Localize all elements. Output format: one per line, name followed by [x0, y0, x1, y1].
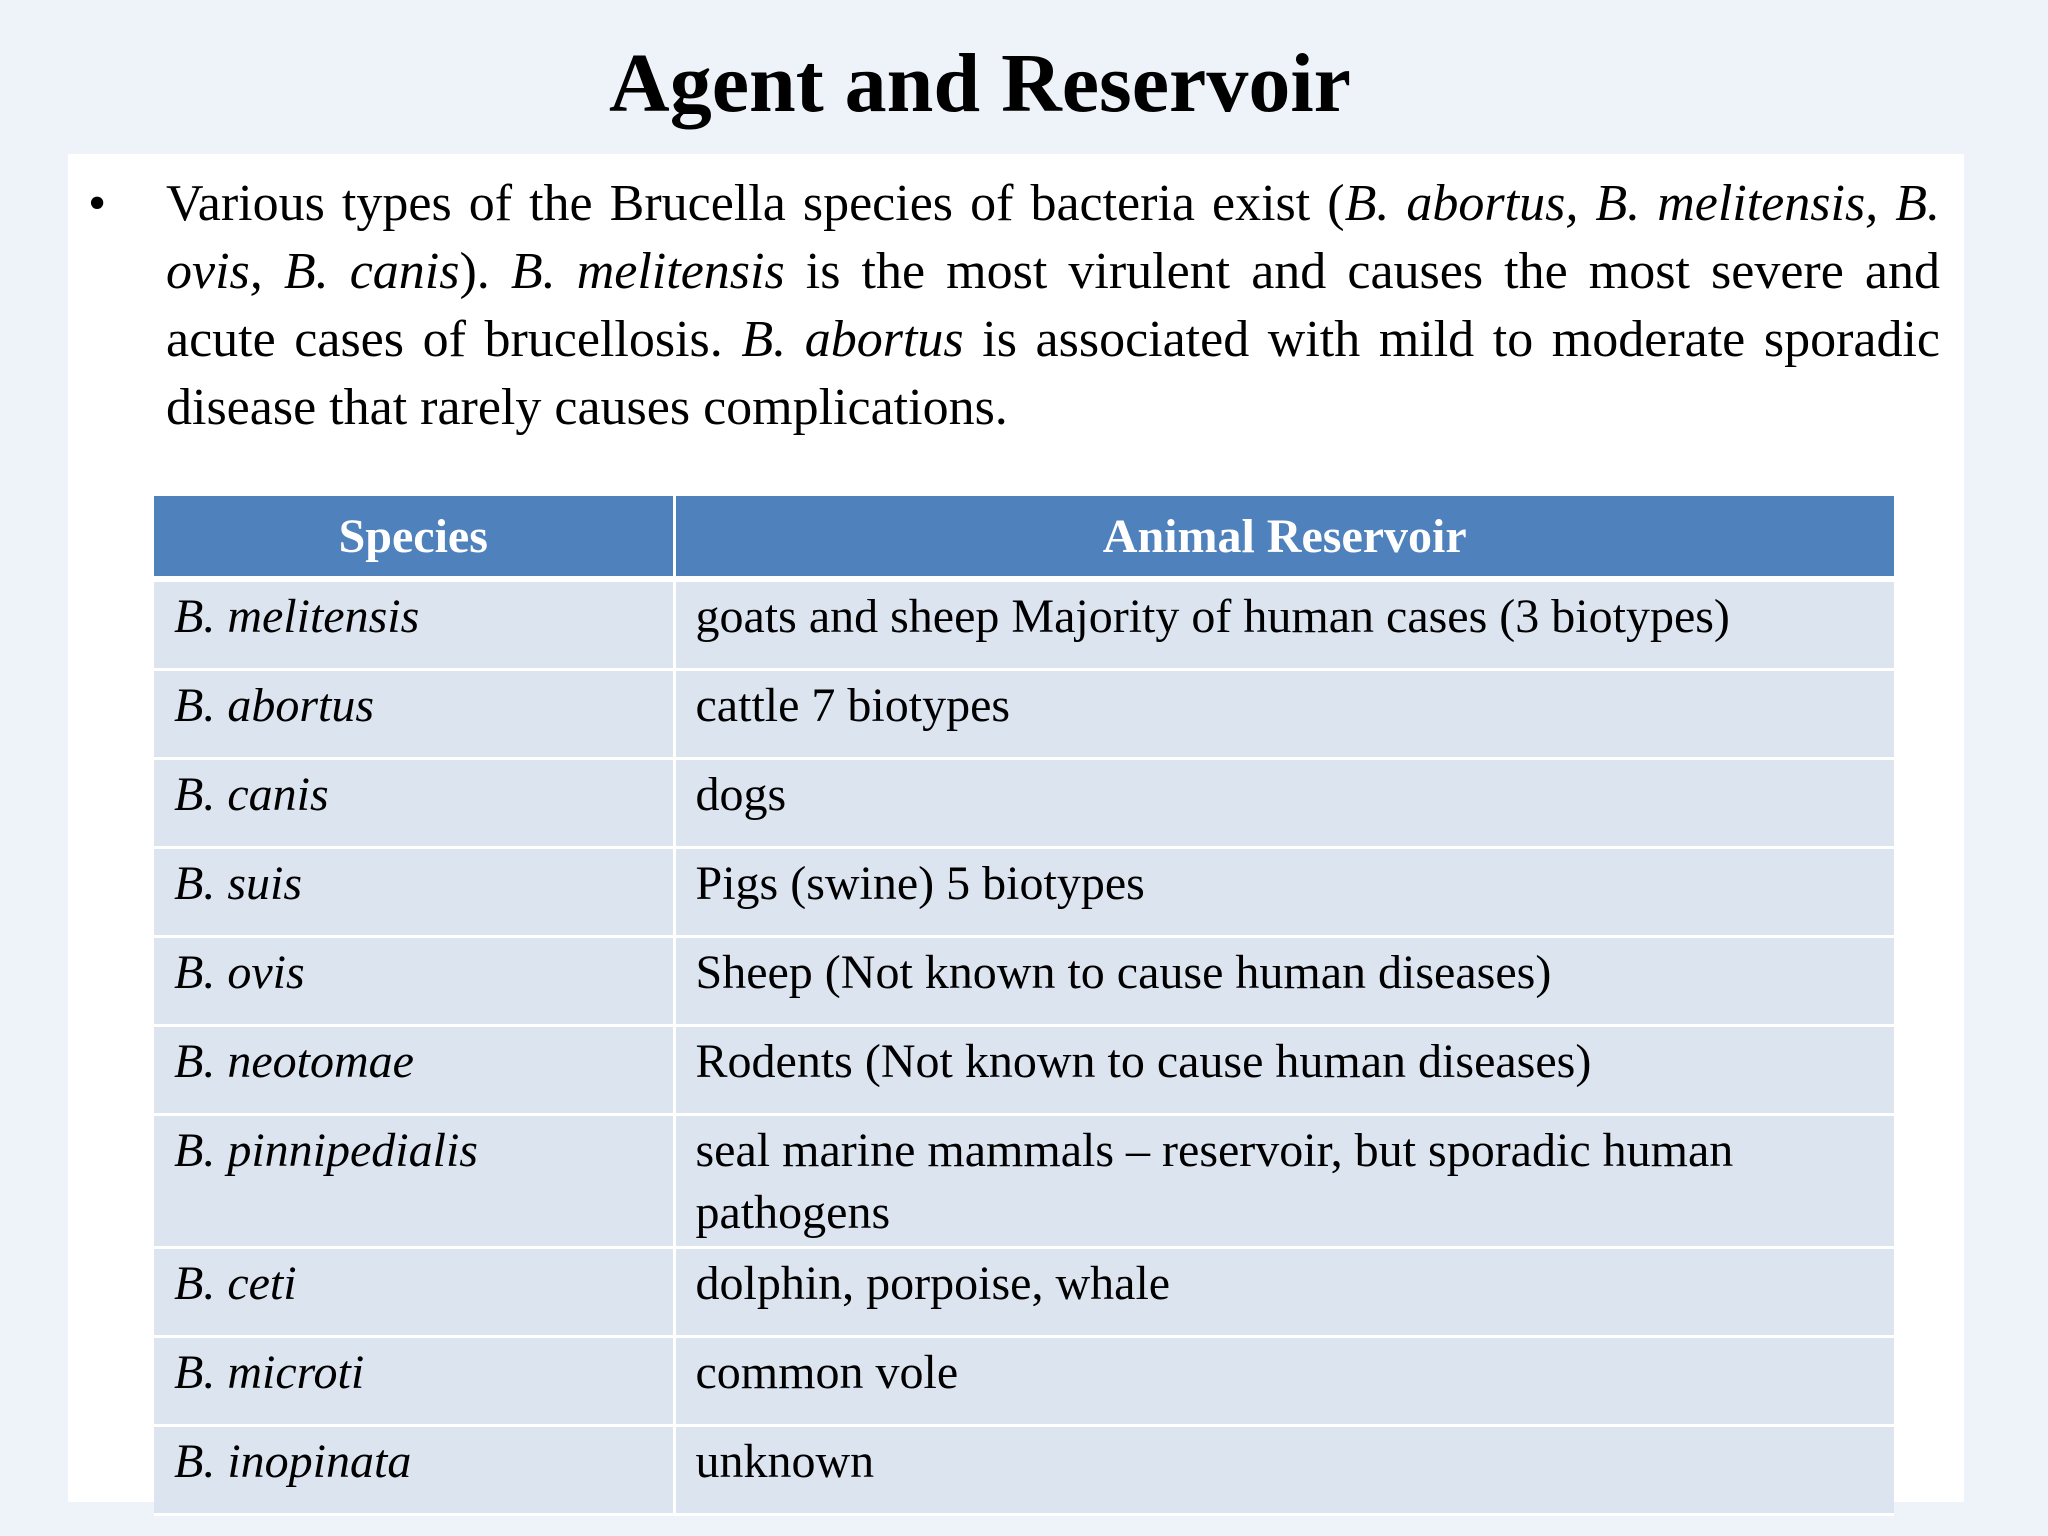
species-cell: B. suis — [154, 848, 674, 937]
table-row — [154, 670, 1894, 759]
species-cell: B. melitensis — [154, 579, 674, 670]
bullet-segment: ). — [459, 243, 511, 300]
header-animal-reservoir: Animal Reservoir — [674, 496, 1894, 579]
bullet-symbol: • — [88, 175, 107, 232]
table-row — [154, 1248, 1894, 1337]
header-species: Species — [154, 496, 674, 579]
reservoir-table — [154, 496, 1894, 1516]
table-row — [154, 1337, 1894, 1426]
table-row — [154, 1026, 1894, 1115]
bullet-segment-italic: B. abortus — [741, 311, 964, 368]
table-row — [154, 1115, 1894, 1248]
species-cell: B. canis — [154, 759, 674, 848]
table-row — [154, 1426, 1894, 1515]
table-row — [154, 848, 1894, 937]
species-cell: B. neotomae — [154, 1026, 674, 1115]
reservoir-cell: unknown — [674, 1426, 1894, 1515]
table-header-row — [154, 496, 1894, 579]
species-cell: B. pinnipedialis — [154, 1115, 674, 1248]
reservoir-cell: common vole — [674, 1337, 1894, 1426]
species-cell: B. ovis — [154, 937, 674, 1026]
bullet-text — [166, 170, 1940, 442]
reservoir-cell: cattle 7 biotypes — [674, 670, 1894, 759]
bullet-segment: is associated with mild to moderate sporadic disease that rarely causes complications. — [166, 311, 1941, 436]
species-cell: B. inopinata — [154, 1426, 674, 1515]
table-body — [154, 579, 1894, 1515]
reservoir-cell: Rodents (Not known to cause human diseases) — [674, 1026, 1894, 1115]
table-row — [154, 937, 1894, 1026]
bullet-segment: Various types of the Brucella species of bacteria exist ( — [166, 175, 1345, 232]
table-row — [154, 759, 1894, 848]
reservoir-cell: Pigs (swine) 5 biotypes — [674, 848, 1894, 937]
slide-title: Agent and Reservoir — [609, 37, 1351, 130]
reservoir-cell: dogs — [674, 759, 1894, 848]
reservoir-cell: goats and sheep Majority of human cases (3 biotypes) — [674, 579, 1894, 670]
content-panel — [68, 154, 1964, 1502]
bullet-segment-italic: B. abortus, B. melitensis, B. ovis, B. canis — [166, 175, 1940, 300]
bullet-segment: is the most virulent and causes the most severe and acute cases of brucellosis. — [166, 243, 1940, 368]
reservoir-cell: Sheep (Not known to cause human diseases) — [674, 937, 1894, 1026]
table-row — [154, 579, 1894, 670]
reservoir-cell: dolphin, porpoise, whale — [674, 1248, 1894, 1337]
species-cell: B. ceti — [154, 1248, 674, 1337]
species-cell: B. microti — [154, 1337, 674, 1426]
species-cell: B. abortus — [154, 670, 674, 759]
bullet-segment-italic: B. melitensis — [510, 243, 785, 300]
reservoir-cell: seal marine mammals – reservoir, but sporadic human pathogens — [674, 1115, 1894, 1248]
